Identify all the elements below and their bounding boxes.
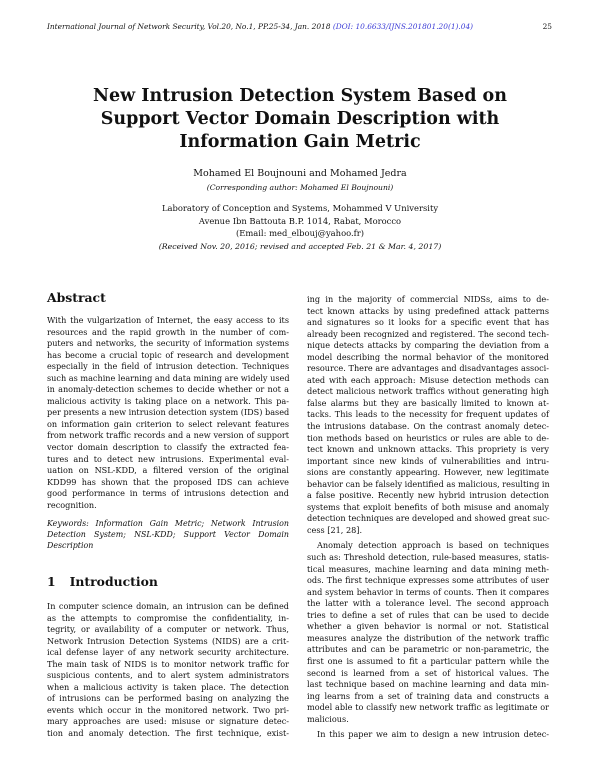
- text-line: especially in the field of intrusion detection. Techniques: [47, 361, 289, 372]
- text-line: important since new kinds of vulnerabilities and intru-: [307, 455, 549, 466]
- text-line: Network Intrusion Detection Systems (NIDS) are a crit-: [47, 635, 289, 646]
- text-line: attributes and can be parametric or non-parametric, the: [307, 644, 549, 655]
- text-line: from network traffic records and a new version of support: [47, 430, 289, 441]
- text-line: mary approaches are used: misuse or signature detec-: [47, 716, 289, 727]
- journal-citation: International Journal of Network Security, Vol.20, No.1, PP.25-34, Jan. 2018: [47, 22, 331, 31]
- running-header: [47, 22, 552, 31]
- text-line: ods. The first technique expresses some attributes of user: [307, 575, 549, 586]
- text-line: In computer science domain, an intrusion can be defined: [47, 601, 289, 611]
- text-line: has become a crucial topic of research and development: [47, 349, 289, 360]
- text-line: and system behavior in terms of counts. Then it compares: [307, 586, 549, 597]
- keywords: [47, 518, 289, 552]
- section-title: Introduction: [69, 574, 158, 589]
- text-line: tical measures, machine learning and data mining meth-: [307, 563, 549, 574]
- text-line: tion methods based on heuristics or rules are able to de-: [307, 432, 549, 443]
- text-line: model describing the normal behavior of the monitored: [307, 351, 549, 362]
- text-line: With the vulgarization of Internet, the easy access to its: [47, 315, 289, 325]
- author-email[interactable]: (Email: med_elbouj@yahoo.fr): [235, 228, 365, 239]
- text-line: puters and networks, the security of information systems: [47, 338, 289, 349]
- abstract-text: [47, 315, 289, 511]
- text-line: Anomaly detection approach is based on techniques: [317, 540, 549, 551]
- text-line: whether a given behavior is normal or not. Statistical: [307, 621, 549, 632]
- text-line: tacks. This leads to the necessity for frequent updates of: [307, 409, 549, 420]
- text-line: the intrusions database. On the contrast anomaly detec-: [307, 421, 549, 432]
- text-line: such as: Threshold detection, rule-based measures, statis-: [307, 552, 549, 563]
- text-line: model able to classify new network traffic as legitimate or: [307, 702, 549, 713]
- text-line: events which occur in the monitored network. Two pri-: [47, 704, 289, 715]
- text-line: recognition.: [47, 499, 97, 510]
- text-line: cess [21, 28].: [307, 524, 363, 535]
- affiliation: [0, 202, 600, 240]
- text-line: malicious.: [307, 713, 349, 724]
- text-line: on information gain criterion to select relevant features: [47, 418, 289, 429]
- section-heading-introduction: [47, 574, 158, 589]
- affiliation-line: Laboratory of Conception and Systems, Mohammed V University: [161, 203, 439, 213]
- text-line: nique detects attacks by comparing the deviation from a: [307, 340, 549, 351]
- text-line: KDD99 has shown that the proposed IDS can achieve: [47, 476, 289, 487]
- text-line: ing in the majority of commercial NIDSs, aims to de-: [307, 294, 549, 304]
- title-line: Information Gain Metric: [179, 132, 421, 152]
- affiliation-line: Avenue Ibn Battouta B.P. 1014, Rabat, Morocco: [198, 215, 402, 226]
- text-line: a false positive. Recently new hybrid intrusion detection: [307, 490, 549, 501]
- title-line: Support Vector Domain Description with: [100, 109, 500, 129]
- text-line: such as machine learning and data mining are widely used: [47, 372, 290, 383]
- introduction-text: [47, 601, 289, 740]
- text-line: tect known and unknown attacks. This propriety is very: [307, 444, 549, 455]
- text-line: resource. There are advantages and disadvantages associ-: [307, 363, 549, 374]
- text-line: last technique based on machine learning and data min-: [307, 679, 549, 690]
- text-line: second is learned from a set of historical values. The: [307, 667, 549, 678]
- abstract-heading: Abstract: [47, 290, 106, 305]
- text-line: In this paper we aim to design a new intrusion detec-: [317, 729, 549, 740]
- text-line: The main task of NIDS is to monitor network traffic for: [47, 658, 289, 669]
- doi-link[interactable]: (DOI: 10.6633/IJNS.201801.20(1).04): [332, 22, 474, 31]
- received-dates: (Received Nov. 20, 2016; revised and accepted Feb. 21 & Mar. 4, 2017): [158, 242, 442, 251]
- text-line: measures analyze the distribution of the network traffic: [307, 632, 549, 643]
- text-line: the latter with a tolerance level. The second approach: [307, 598, 549, 609]
- text-line: malicious activity is taking place on a network. This pa-: [47, 395, 289, 406]
- keyword-line: Keywords: Information Gain Metric; Network Intrusion: [47, 519, 289, 528]
- text-line: tures and to detect new intrusions. Experimental eval-: [47, 453, 289, 464]
- text-line: good performance in terms of intrusions detection and: [47, 488, 289, 499]
- text-line: resources and the rapid growth in the number of com-: [47, 326, 289, 337]
- text-line: uation on NSL-KDD, a filtered version of the original: [47, 465, 289, 476]
- paper-title: [40, 85, 560, 154]
- corresponding-author: (Corresponding author: Mohamed El Boujnouni): [206, 183, 394, 192]
- text-line: tegrity, or availability of a computer or network. Thus,: [47, 624, 289, 635]
- text-line: tries to define a set of rules that can be used to decide: [307, 609, 549, 620]
- text-line: first one is assumed to fit a particular pattern while the: [307, 655, 549, 666]
- keyword-line: Description: [47, 541, 94, 551]
- text-line: tion and anomaly detection. The first technique, exist-: [47, 728, 289, 739]
- title-line: New Intrusion Detection System Based on: [93, 86, 507, 106]
- text-line: detect malicious network traffics without generating high: [307, 386, 549, 397]
- text-line: already been recognized and registered. The second tech-: [307, 328, 549, 339]
- text-line: ical defense layer of any network security architecture.: [47, 647, 289, 658]
- author-list: Mohamed El Boujnouni and Mohamed Jedra: [193, 168, 407, 179]
- text-line: tect known attacks by using predefined attack patterns: [307, 305, 549, 316]
- text-line: per presents a new intrusion detection system (IDS) based: [47, 407, 290, 418]
- text-line: suspicious contents, and to alert system administrators: [47, 670, 289, 681]
- text-line: and signatures so it looks for a specific event that has: [307, 317, 549, 328]
- text-line: of intrusions can be performed basing on analyzing the: [47, 693, 289, 704]
- right-column-text: [307, 294, 549, 741]
- text-line: ated with each approach: Misuse detection methods can: [307, 374, 549, 385]
- text-line: false alarms but they are basically limited to known at-: [307, 397, 549, 408]
- section-number: 1: [47, 574, 56, 589]
- text-line: when a malicious activity is taken place. The detection: [47, 681, 289, 692]
- text-line: vector domain description to classify the extracted fea-: [47, 442, 289, 453]
- text-line: behavior can be falsely identified as malicious, resulting in: [307, 478, 550, 489]
- page-number: 25: [542, 22, 552, 31]
- text-line: systems that exploit benefits of both misuse and anomaly: [307, 501, 549, 512]
- text-line: in anomaly-detection schemes to decide whether or not a: [47, 384, 289, 395]
- text-line: detection techniques are developed and showed great suc-: [307, 513, 550, 524]
- text-line: as the attempts to compromise the confidentiality, in-: [47, 612, 289, 623]
- text-line: sions are constantly appearing. However, new legitimate: [307, 467, 549, 478]
- text-line: ing learns from a set of training data and constructs a: [307, 690, 549, 701]
- keyword-line: Detection System; NSL-KDD; Support Vector Domain: [47, 530, 289, 540]
